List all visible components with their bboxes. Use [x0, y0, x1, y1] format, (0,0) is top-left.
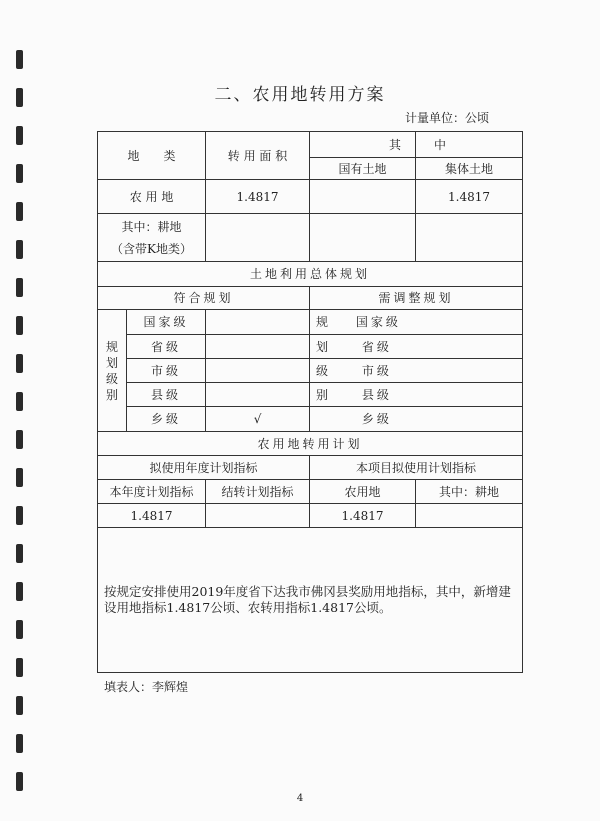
row-cultivated-label	[98, 214, 206, 262]
conform-plan-heading: 符合规划	[98, 287, 310, 310]
adjust-row-provincial	[310, 335, 523, 359]
level-national: 国家级	[127, 310, 206, 335]
header-area: 转 用 面 积	[206, 132, 310, 180]
carryover-index-heading: 结转计划指标	[206, 480, 310, 504]
binder-hole	[16, 544, 23, 563]
conversion-table	[97, 131, 523, 673]
row-cultivated-state	[310, 214, 416, 262]
adjust-level-county: 县级	[361, 387, 392, 402]
binder-hole	[16, 506, 23, 525]
row-farmland-label: 农 用 地	[98, 180, 206, 214]
vertical-char: 级	[105, 371, 118, 386]
project-index-heading: 本项目拟使用计划指标	[310, 456, 523, 480]
vertical-char: 别	[105, 387, 118, 402]
vertical-char: 划	[105, 355, 118, 370]
conform-mark-provincial	[206, 335, 310, 359]
level-city: 市级	[127, 359, 206, 383]
adjust-level-city: 市级	[361, 363, 392, 378]
binder-hole	[16, 772, 23, 791]
vertical-char: 规	[105, 339, 118, 354]
adjust-level-township: 乡级	[361, 412, 392, 426]
adjust-row-city	[310, 359, 523, 383]
adjust-level-national: 国家级	[355, 315, 401, 329]
project-farmland-value: 1.4817	[310, 504, 416, 528]
conform-mark-city	[206, 359, 310, 383]
project-farmland-heading: 农用地	[310, 480, 416, 504]
binder-hole	[16, 278, 23, 297]
binder-hole	[16, 240, 23, 259]
adjust-row-county	[310, 383, 523, 407]
project-cultivated-value	[416, 504, 523, 528]
binder-hole	[16, 620, 23, 639]
adjust-level-char: 别	[316, 387, 329, 402]
level-township: 乡级	[127, 407, 206, 432]
binder-hole	[16, 354, 23, 373]
header-among-1: 其	[310, 132, 416, 158]
binder-hole	[16, 430, 23, 449]
conform-mark-national	[206, 310, 310, 335]
binder-hole	[16, 126, 23, 145]
overall-plan-heading: 土地利用总体规划	[98, 262, 523, 287]
binder-holes	[0, 0, 60, 821]
level-county: 县级	[127, 383, 206, 407]
binder-hole	[16, 50, 23, 69]
binder-hole	[16, 164, 23, 183]
this-year-index-value: 1.4817	[98, 504, 206, 528]
note-text: 按规定安排使用2019年度省下达我市佛冈县奖励用地指标，其中，新增建设用地指标1.4817公顷、农转用指标1.4817公顷。	[104, 584, 511, 615]
page-title: 二、农用地转用方案	[214, 85, 386, 105]
header-state-land: 国有土地	[310, 158, 416, 180]
binder-hole	[16, 202, 23, 221]
binder-hole	[16, 316, 23, 335]
header-category: 地 类	[98, 132, 206, 180]
unit-label: 计量单位：公顷	[405, 111, 490, 125]
note-cell	[98, 528, 523, 673]
row-farmland-collective: 1.4817	[416, 180, 523, 214]
binder-hole	[16, 468, 23, 487]
level-provincial: 省级	[127, 335, 206, 359]
header-collective-land: 集体土地	[416, 158, 523, 180]
row-cultivated-line1: 其中：耕地	[121, 219, 182, 234]
filler-label: 填表人：李辉煌	[104, 680, 189, 694]
project-cultivated-heading: 其中：耕地	[416, 480, 523, 504]
adjust-row-national	[310, 310, 523, 335]
row-farmland-area: 1.4817	[206, 180, 310, 214]
adjust-level-char: 级	[316, 363, 329, 378]
annual-index-heading: 拟使用年度计划指标	[98, 456, 310, 480]
row-cultivated-line2: （含带K地类）	[111, 241, 192, 256]
binder-hole	[16, 582, 23, 601]
binder-hole	[16, 734, 23, 753]
this-year-index-heading: 本年度计划指标	[98, 480, 206, 504]
carryover-index-value	[206, 504, 310, 528]
adjust-row-township	[310, 407, 523, 432]
conversion-plan-heading: 农用地转用计划	[98, 432, 523, 456]
binder-hole	[16, 696, 23, 715]
adjust-level-char: 规	[316, 315, 329, 329]
conform-mark-county	[206, 383, 310, 407]
row-cultivated-area	[206, 214, 310, 262]
page-number: 4	[296, 793, 304, 804]
binder-hole	[16, 658, 23, 677]
adjust-plan-heading: 需调整规划	[310, 287, 523, 310]
conform-mark-township: √	[206, 407, 310, 432]
adjust-level-provincial: 省级	[361, 339, 392, 354]
conform-level-header	[98, 310, 127, 432]
binder-hole	[16, 392, 23, 411]
row-farmland-state	[310, 180, 416, 214]
header-among-2: 中	[416, 132, 523, 158]
adjust-level-char: 划	[316, 339, 329, 354]
row-cultivated-collective	[416, 214, 523, 262]
